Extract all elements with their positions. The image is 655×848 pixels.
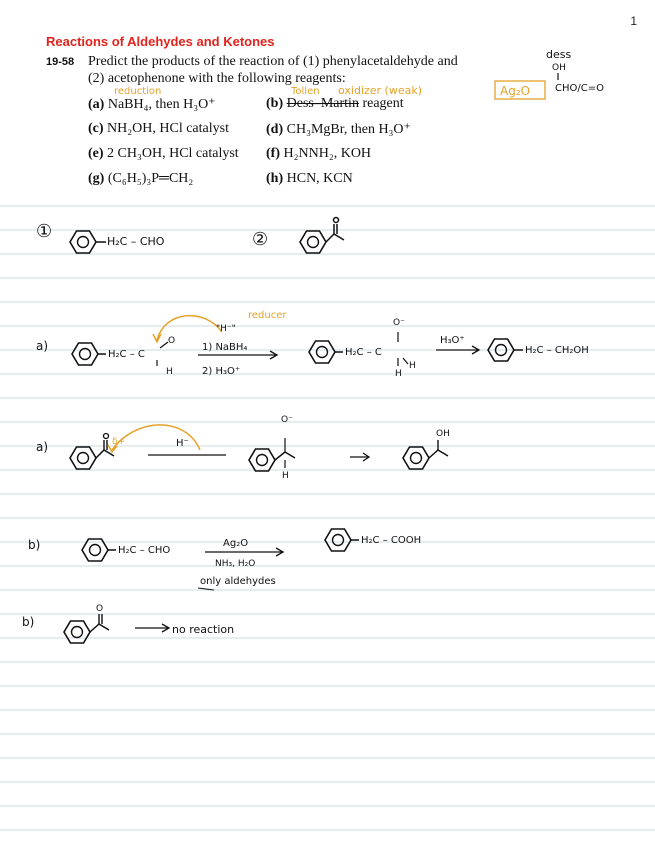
part-b2-label: b) [22,615,35,629]
compound-1-label: ① [36,221,53,242]
page-title: Reactions of Aldehydes and Ketones [46,34,275,49]
item-f-text: H₂NNH₂, KOH [283,146,372,161]
part-a-substrate: H₂C – C [108,349,145,360]
annotation-tollen: Tollen [291,86,320,97]
item-g-text: (C₆H₅)₃P═CH₂ [107,171,194,186]
acetophenone-structure [300,218,344,254]
problem-number: 19-58 [46,56,75,68]
part-a2-product-oh: OH [436,429,450,439]
part-a-step1: 1) NaBH₄ [202,342,248,353]
part-a-oxygen: O [168,336,176,346]
item-e-label: (e) [88,146,104,161]
part-a-h3o: H₃O⁺ [440,335,465,346]
item-b-text: reagent [358,96,404,111]
annotation-oxidizer: oxidizer (weak) [338,84,423,97]
item-h-text: HCN, KCN [286,171,353,186]
part-b-note: only aldehydes [200,576,276,587]
item-g-label: (g) [88,171,105,186]
part-a-arrow [153,316,222,342]
item-e-text: 2 CH₃OH, HCl catalyst [107,146,239,161]
problem-text-line-2: (2) acetophenone with the following reagents: [88,71,346,86]
part-a2-label: a) [36,440,49,454]
annotation-dess: dess [546,48,572,61]
part-a2-hydrogen: H [282,471,289,481]
annotation-ag2o: Ag₂O [500,84,531,98]
part-b2-oxygen: O [96,604,104,614]
phenylacetaldehyde-text: H₂C – CHO [107,235,165,248]
part-a-label: a) [36,339,49,353]
part-b-label: b) [28,538,41,552]
part-a2-ominus: O⁻ [281,415,293,425]
part-a-step2: 2) H₃O⁺ [202,366,241,377]
part-b2-result: no reaction [172,623,235,636]
annotation-oh: OH [552,63,566,73]
page-number: 1 [630,14,637,28]
item-b-struck-text: Dess–Martin [286,96,359,111]
item-f-label: (f) [266,146,280,161]
item-d-text: CH₃MgBr, then H₃O⁺ [286,122,411,137]
compound-2-label: ② [252,229,269,250]
part-b-product: H₂C – COOH [361,535,422,546]
annotation-cho-co: CHO/C=O [555,83,604,94]
part-a-product: H₂C – CH₂OH [525,345,589,356]
part-a2-hydride: H⁻ [176,438,189,449]
part-a-intermediate-ominus: O⁻ [393,318,405,328]
part-a-intermediate-h2: H [409,361,416,371]
part-a-hydride: "H⁻" [216,324,236,334]
item-c-label: (c) [88,121,104,136]
part-a-hydrogen: H [166,367,173,377]
part-b-reagent-2: NH₃, H₂O [215,559,256,569]
item-h-label: (h) [266,171,284,186]
item-a-label: (a) [88,97,105,112]
annotation-reduction: reduction [114,86,162,97]
item-d-label: (d) [266,122,284,137]
part-a2-partial-charge: δ+ [112,437,126,447]
item-b-label: (b) [266,96,284,111]
item-a-text: NaBH₄, then H₃O⁺ [107,97,216,112]
part-b-substrate: H₂C – CHO [118,545,171,556]
problem-text-line-1: Predict the products of the reaction of (1) phenylacetaldehyde and [88,54,458,69]
part-b-reagent-1: Ag₂O [223,538,249,549]
part-a-intermediate: H₂C – C [345,347,382,358]
phenylacetaldehyde-structure [70,231,165,253]
annotation-reducer: reducer [248,310,287,321]
item-c-text: NH₂OH, HCl catalyst [107,121,229,136]
part-a-intermediate-h1: H [395,369,402,379]
